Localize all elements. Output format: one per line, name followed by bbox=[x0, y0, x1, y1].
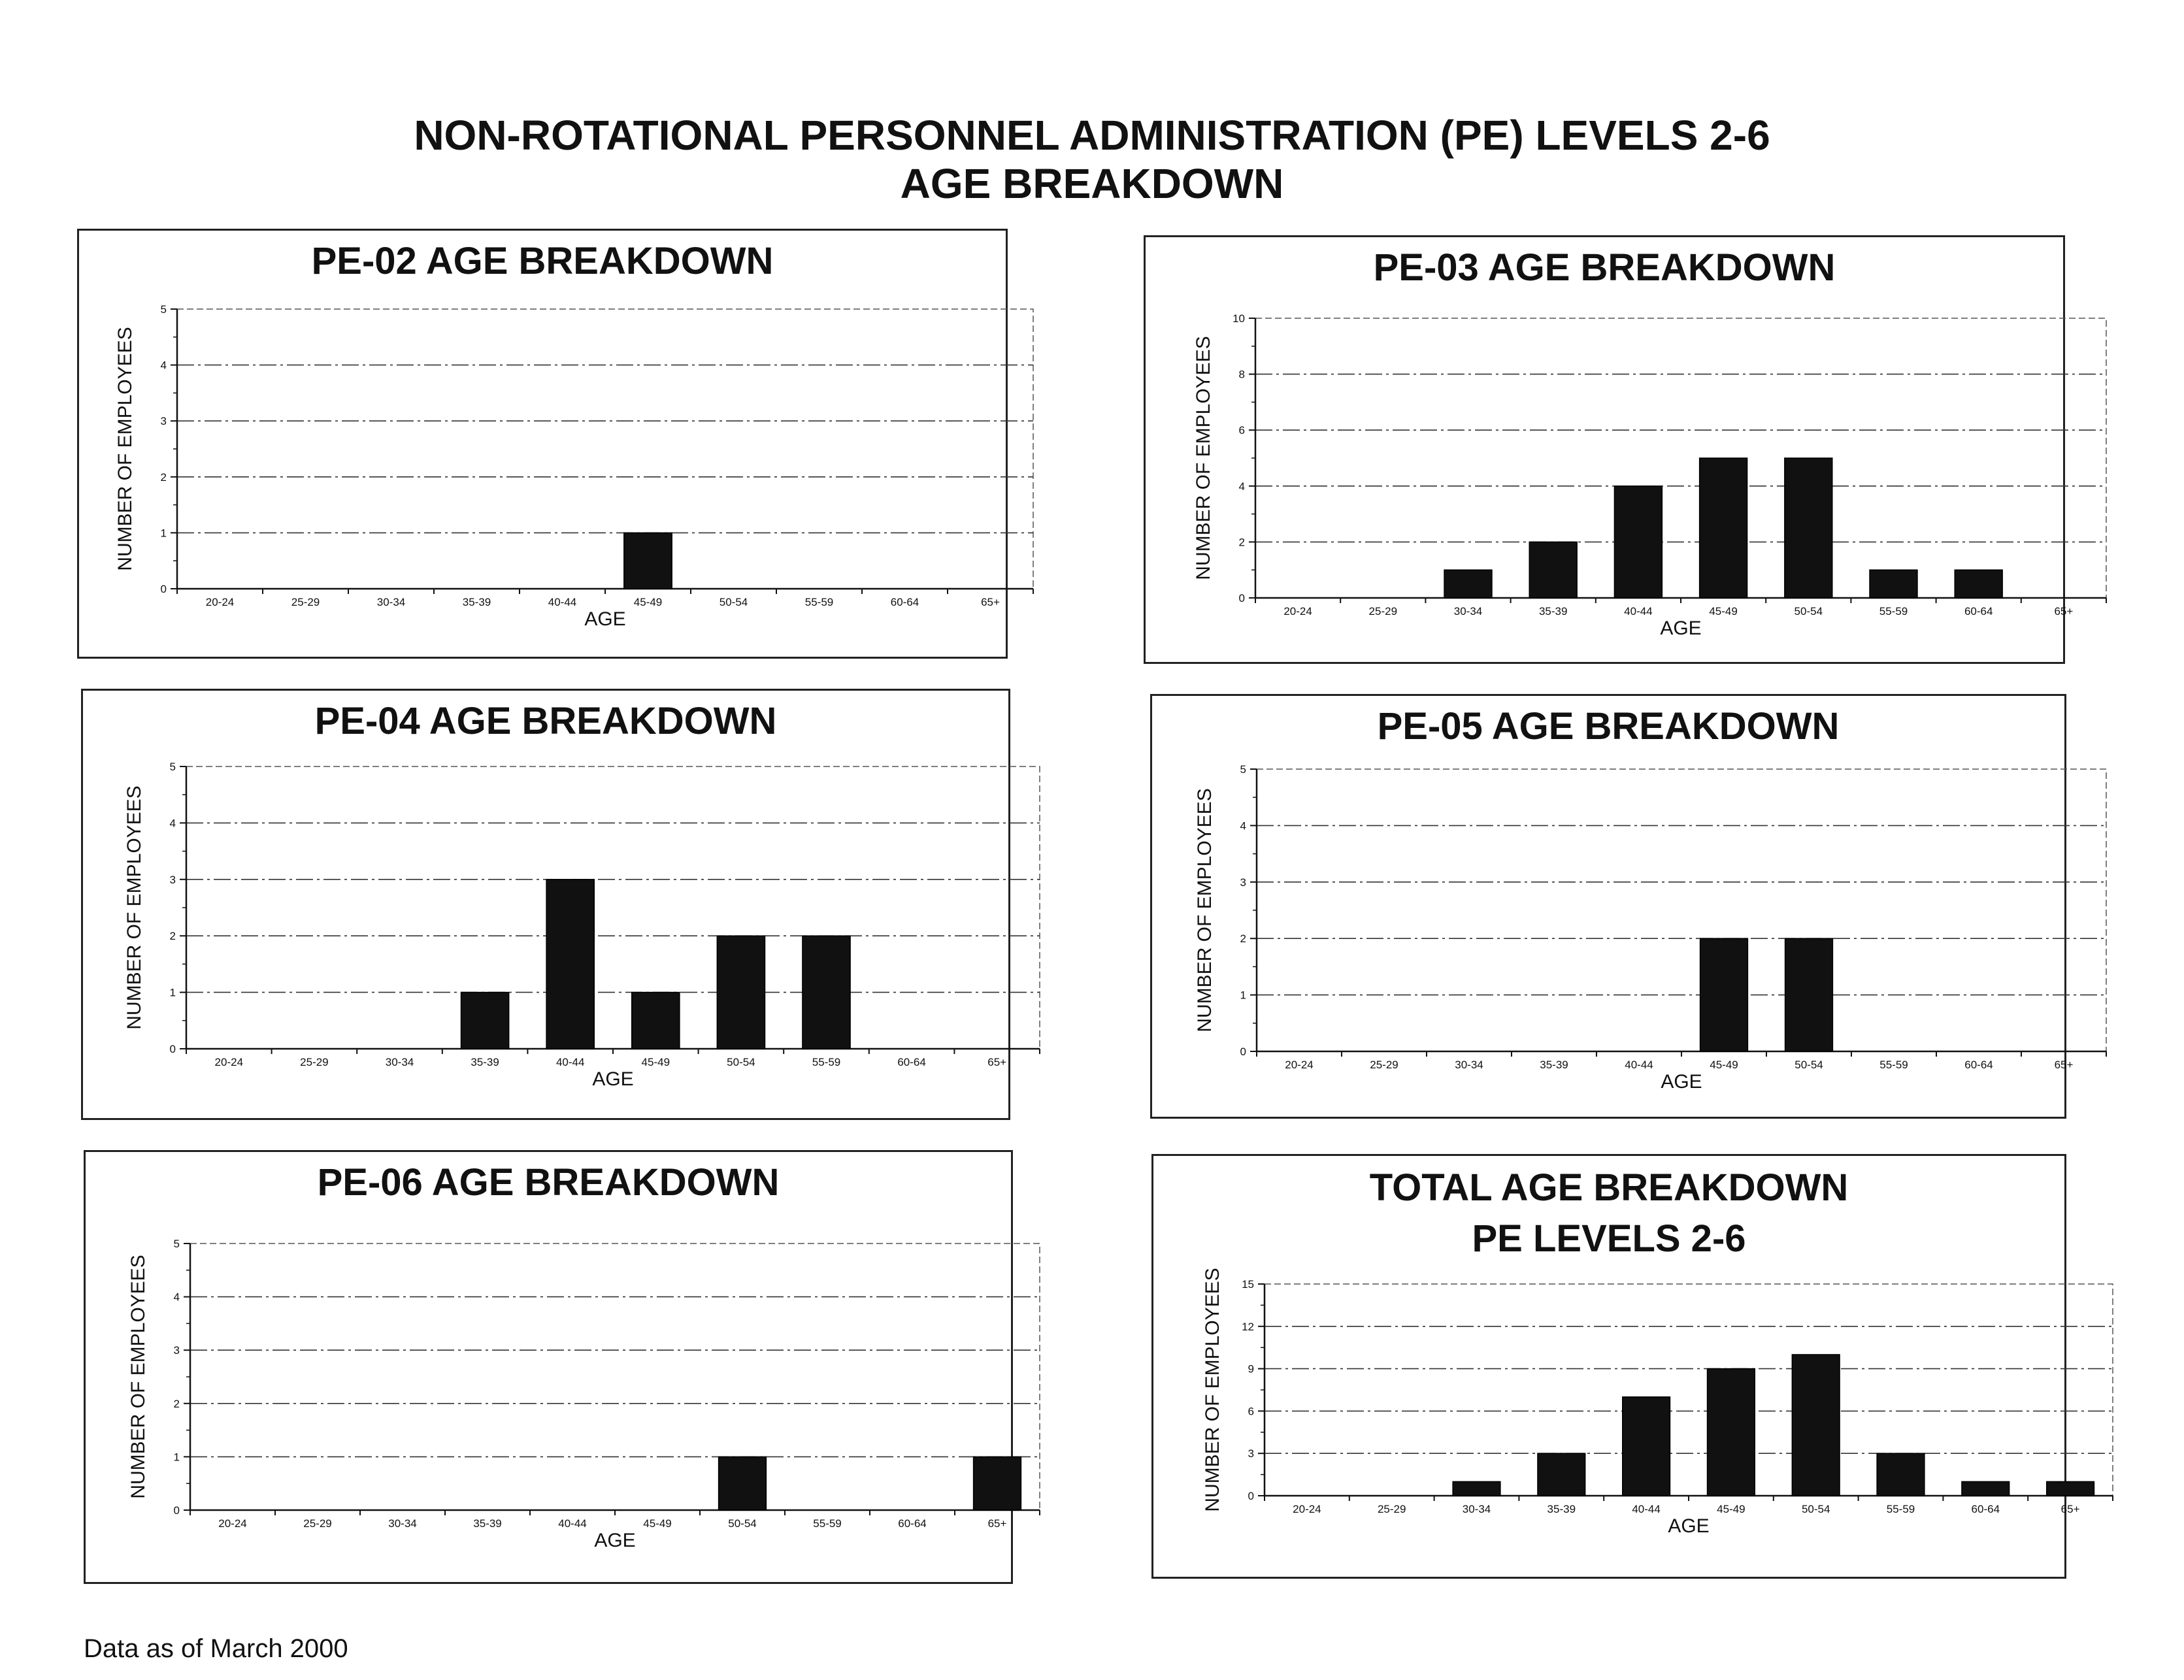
y-axis-title: NUMBER OF EMPLOYEES bbox=[127, 1255, 149, 1499]
y-tick-label: 2 bbox=[173, 1397, 180, 1410]
y-tick-label: 1 bbox=[169, 986, 176, 999]
chart-svg-pe06 bbox=[86, 1152, 1015, 1586]
x-tick-label: 25-29 bbox=[303, 1517, 332, 1530]
x-tick-label: 35-39 bbox=[1547, 1503, 1576, 1515]
x-tick-label: 25-29 bbox=[291, 596, 320, 608]
x-tick-label: 50-54 bbox=[1795, 1059, 1823, 1071]
bar-60-64 bbox=[1962, 1481, 2010, 1496]
x-tick-label: 55-59 bbox=[1879, 1059, 1908, 1071]
chart-svg-pe02 bbox=[79, 231, 1010, 661]
x-tick-label: 45-49 bbox=[643, 1517, 672, 1530]
chart-svg-pe04 bbox=[83, 691, 1012, 1122]
y-tick-label: 15 bbox=[1242, 1278, 1254, 1291]
plot-area bbox=[186, 766, 1040, 1049]
bar-40-44 bbox=[1614, 486, 1662, 598]
y-tick-label: 3 bbox=[169, 873, 176, 886]
chart-svg-pe05 bbox=[1152, 696, 2074, 1121]
chart-panel-pe06 bbox=[84, 1150, 1013, 1584]
x-tick-label: 40-44 bbox=[555, 1056, 585, 1068]
y-tick-label: 0 bbox=[169, 1043, 176, 1055]
y-tick-label: 4 bbox=[169, 817, 176, 830]
y-tick-label: 6 bbox=[1238, 424, 1245, 437]
bar-30-34 bbox=[1444, 570, 1492, 598]
x-tick-label: 60-64 bbox=[1971, 1503, 2000, 1515]
y-tick-label: 2 bbox=[169, 930, 176, 943]
x-tick-label: 20-24 bbox=[1285, 1059, 1314, 1071]
plot-area bbox=[1257, 769, 2106, 1051]
bar-50-54 bbox=[1785, 938, 1833, 1051]
chart-panel-pe04 bbox=[81, 689, 1010, 1120]
x-tick-label: 35-39 bbox=[473, 1517, 502, 1530]
x-tick-label: 60-64 bbox=[898, 1517, 927, 1530]
y-tick-label: 6 bbox=[1248, 1405, 1254, 1418]
chart-svg-pe03 bbox=[1146, 237, 2074, 666]
x-tick-label: 50-54 bbox=[727, 1056, 755, 1068]
x-tick-label: 55-59 bbox=[1879, 605, 1908, 618]
x-tick-label: 30-34 bbox=[376, 596, 406, 608]
x-axis-title: AGE bbox=[1661, 1071, 1702, 1093]
y-axis-title: NUMBER OF EMPLOYEES bbox=[1202, 1268, 1223, 1512]
x-tick-label: 50-54 bbox=[728, 1517, 757, 1530]
y-tick-label: 4 bbox=[1238, 480, 1245, 493]
x-tick-label: 25-29 bbox=[1377, 1503, 1406, 1515]
bar-45-49 bbox=[632, 993, 680, 1049]
x-tick-label: 65+ bbox=[987, 1056, 1007, 1068]
y-tick-label: 3 bbox=[1248, 1447, 1254, 1460]
y-tick-label: 10 bbox=[1233, 312, 1245, 325]
x-tick-label: 65+ bbox=[2054, 605, 2074, 618]
bar-45-49 bbox=[1700, 938, 1748, 1051]
x-tick-label: 35-39 bbox=[1538, 605, 1568, 618]
x-tick-label: 55-59 bbox=[804, 596, 834, 608]
y-tick-label: 1 bbox=[1240, 989, 1246, 1002]
chart-title: PE-04 AGE BREAKDOWN bbox=[314, 700, 777, 742]
x-tick-label: 25-29 bbox=[1368, 605, 1398, 618]
plot-area bbox=[1255, 318, 2106, 598]
bar-50-54 bbox=[717, 936, 765, 1049]
x-tick-label: 45-49 bbox=[1717, 1503, 1746, 1515]
x-tick-label: 30-34 bbox=[1462, 1503, 1491, 1515]
bar-35-39 bbox=[1529, 542, 1577, 598]
x-tick-label: 45-49 bbox=[1709, 605, 1738, 618]
bar-35-39 bbox=[461, 993, 509, 1049]
y-axis-title: NUMBER OF EMPLOYEES bbox=[1193, 336, 1214, 580]
y-tick-label: 0 bbox=[173, 1504, 180, 1517]
x-tick-label: 30-34 bbox=[388, 1517, 417, 1530]
footer-note: Data as of March 2000 bbox=[84, 1634, 348, 1663]
bar-65+ bbox=[974, 1457, 1021, 1510]
x-tick-label: 65+ bbox=[987, 1517, 1007, 1530]
y-tick-label: 2 bbox=[1240, 932, 1246, 946]
x-tick-label: 55-59 bbox=[812, 1056, 841, 1068]
x-tick-label: 55-59 bbox=[813, 1517, 842, 1530]
x-tick-label: 50-54 bbox=[719, 596, 748, 608]
bar-60-64 bbox=[1955, 570, 2002, 598]
y-tick-label: 3 bbox=[1240, 876, 1246, 889]
bar-50-54 bbox=[1792, 1355, 1840, 1496]
chart-panel-total bbox=[1151, 1154, 2080, 1579]
y-tick-label: 0 bbox=[1248, 1490, 1254, 1502]
x-tick-label: 65+ bbox=[2054, 1059, 2074, 1071]
x-axis-title: AGE bbox=[1668, 1515, 1710, 1537]
x-tick-label: 20-24 bbox=[1283, 605, 1312, 618]
y-tick-label: 1 bbox=[160, 527, 167, 540]
y-tick-label: 0 bbox=[160, 583, 167, 595]
x-tick-label: 30-34 bbox=[1455, 1059, 1483, 1071]
y-tick-label: 0 bbox=[1238, 592, 1245, 604]
x-tick-label: 40-44 bbox=[1624, 605, 1653, 618]
y-tick-label: 4 bbox=[173, 1291, 180, 1304]
y-axis-title: NUMBER OF EMPLOYEES bbox=[114, 327, 136, 571]
x-axis-title: AGE bbox=[1660, 618, 1702, 639]
x-tick-label: 20-24 bbox=[205, 596, 235, 608]
x-tick-label: 50-54 bbox=[1794, 605, 1823, 618]
x-tick-label: 25-29 bbox=[300, 1056, 329, 1068]
plot-area bbox=[1265, 1284, 2113, 1496]
x-tick-label: 60-64 bbox=[1964, 605, 1993, 618]
x-tick-label: 60-64 bbox=[890, 596, 919, 608]
y-tick-label: 9 bbox=[1248, 1362, 1254, 1375]
bar-45-49 bbox=[624, 533, 672, 589]
x-axis-title: AGE bbox=[584, 608, 626, 630]
bar-35-39 bbox=[1538, 1453, 1585, 1496]
x-tick-label: 50-54 bbox=[1801, 1503, 1830, 1515]
page-title-line1: NON-ROTATIONAL PERSONNEL ADMINISTRATION (PE) LEVELS 2-6 bbox=[414, 112, 1770, 159]
x-tick-label: 40-44 bbox=[548, 596, 577, 608]
y-tick-label: 3 bbox=[160, 415, 167, 428]
bar-40-44 bbox=[546, 880, 594, 1049]
x-axis-title: AGE bbox=[594, 1530, 636, 1551]
chart-title: PE-02 AGE BREAKDOWN bbox=[311, 240, 774, 282]
x-tick-label: 60-64 bbox=[897, 1056, 926, 1068]
chart-svg-total bbox=[1153, 1156, 2080, 1581]
chart-panel-pe02 bbox=[77, 229, 1008, 659]
y-tick-label: 5 bbox=[1240, 763, 1246, 776]
y-tick-label: 4 bbox=[160, 359, 167, 372]
x-tick-label: 55-59 bbox=[1886, 1503, 1915, 1515]
x-tick-label: 60-64 bbox=[1964, 1059, 1993, 1071]
y-tick-label: 2 bbox=[160, 470, 167, 484]
x-tick-label: 30-34 bbox=[1453, 605, 1483, 618]
x-tick-label: 40-44 bbox=[1632, 1503, 1661, 1515]
chart-title: PE-06 AGE BREAKDOWN bbox=[317, 1161, 780, 1204]
x-tick-label: 45-49 bbox=[1710, 1059, 1738, 1071]
chart-subtitle: PE LEVELS 2-6 bbox=[1472, 1217, 1746, 1260]
bar-65+ bbox=[2047, 1481, 2094, 1496]
y-tick-label: 8 bbox=[1238, 368, 1245, 381]
x-tick-label: 30-34 bbox=[385, 1056, 414, 1068]
chart-title: TOTAL AGE BREAKDOWN bbox=[1369, 1166, 1849, 1209]
x-tick-label: 25-29 bbox=[1370, 1059, 1398, 1071]
x-axis-title: AGE bbox=[592, 1068, 634, 1090]
y-tick-label: 4 bbox=[1240, 819, 1246, 832]
y-tick-label: 5 bbox=[169, 761, 176, 773]
y-tick-label: 1 bbox=[173, 1451, 180, 1464]
x-tick-label: 45-49 bbox=[633, 596, 663, 608]
y-tick-label: 0 bbox=[1240, 1046, 1246, 1058]
y-tick-label: 3 bbox=[173, 1344, 180, 1357]
chart-panel-pe05 bbox=[1150, 694, 2074, 1119]
y-axis-title: NUMBER OF EMPLOYEES bbox=[1194, 788, 1216, 1032]
x-tick-label: 65+ bbox=[981, 596, 1000, 608]
y-axis-title: NUMBER OF EMPLOYEES bbox=[124, 785, 145, 1030]
x-tick-label: 65+ bbox=[2060, 1503, 2080, 1515]
x-tick-label: 40-44 bbox=[1625, 1059, 1653, 1071]
x-tick-label: 20-24 bbox=[1293, 1503, 1321, 1515]
page-title bbox=[0, 111, 2184, 208]
bar-55-59 bbox=[1870, 570, 1917, 598]
x-tick-label: 35-39 bbox=[1540, 1059, 1568, 1071]
x-tick-label: 45-49 bbox=[641, 1056, 670, 1068]
plot-area bbox=[177, 309, 1033, 589]
bar-40-44 bbox=[1623, 1397, 1670, 1496]
chart-panel-pe03 bbox=[1144, 235, 2074, 664]
y-tick-label: 5 bbox=[173, 1238, 180, 1250]
x-tick-label: 20-24 bbox=[218, 1517, 247, 1530]
bar-55-59 bbox=[802, 936, 850, 1049]
bar-50-54 bbox=[1785, 458, 1832, 598]
chart-title: PE-05 AGE BREAKDOWN bbox=[1377, 705, 1840, 748]
y-tick-label: 5 bbox=[160, 303, 167, 316]
x-tick-label: 35-39 bbox=[471, 1056, 499, 1068]
bar-55-59 bbox=[1877, 1453, 1925, 1496]
bar-50-54 bbox=[719, 1457, 767, 1510]
plot-area bbox=[190, 1244, 1040, 1510]
x-tick-label: 40-44 bbox=[558, 1517, 587, 1530]
bar-30-34 bbox=[1453, 1481, 1500, 1496]
chart-title: PE-03 AGE BREAKDOWN bbox=[1373, 246, 1836, 289]
page-title-line2: AGE BREAKDOWN bbox=[900, 160, 1284, 207]
x-tick-label: 20-24 bbox=[214, 1056, 244, 1068]
bar-45-49 bbox=[1700, 458, 1747, 598]
y-tick-label: 2 bbox=[1238, 536, 1245, 549]
bar-45-49 bbox=[1708, 1369, 1755, 1496]
x-tick-label: 35-39 bbox=[462, 596, 491, 608]
y-tick-label: 12 bbox=[1242, 1320, 1254, 1333]
